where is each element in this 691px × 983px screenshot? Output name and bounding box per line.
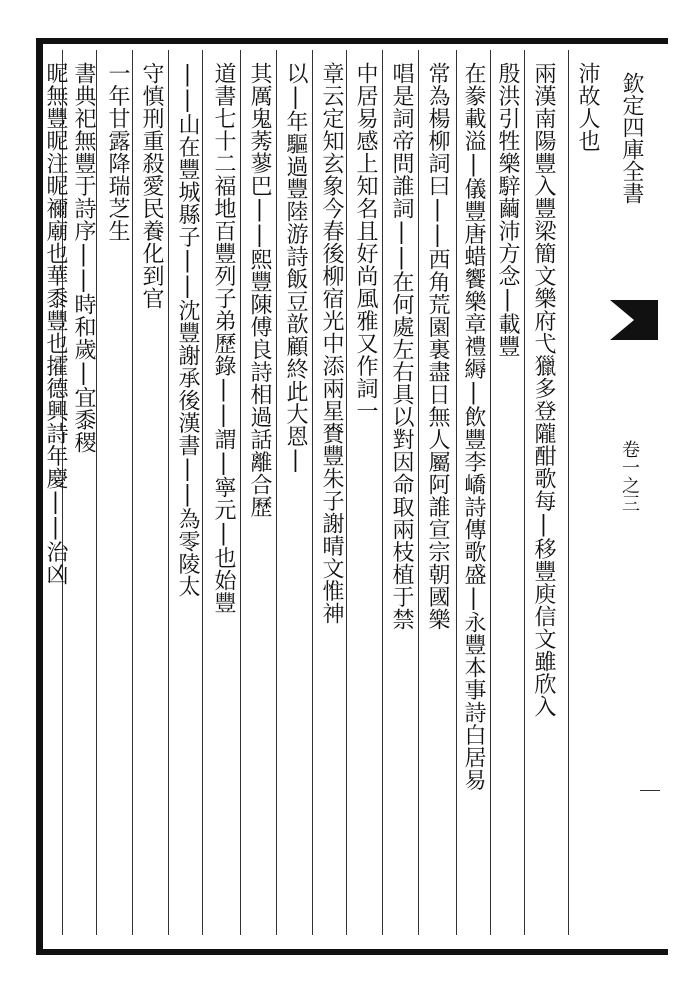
text-column-3: 殷洪引牲樂騂繭沛方念|載豐 — [495, 62, 520, 358]
column-rule — [490, 50, 491, 935]
text-column-15: 書典祀無豐于詩序||時和歲|宜黍稷 — [71, 62, 96, 454]
text-column-12: ||山在豐城縣子||沈豐謝承後漢書||為零陵太 — [175, 62, 200, 598]
column-rule — [568, 50, 569, 935]
column-rule — [202, 50, 203, 935]
column-rule — [276, 50, 277, 935]
column-rule — [240, 50, 241, 935]
text-column-6: 唱是詞帝問誰詞||在何處左右具以對因命取兩枝植于禁 — [389, 62, 414, 631]
column-rule — [168, 50, 169, 935]
gutter-rule — [640, 790, 660, 791]
text-column-13: 守慎刑重殺愛民養化到官 — [139, 62, 164, 310]
book-title: 欽定四庫全書 — [619, 72, 644, 204]
text-column-7: 中居易感上知名且好尚風雅又作詞一 — [353, 62, 378, 422]
volume-label: 卷一之三 — [619, 440, 640, 512]
text-column-5: 常為楊柳詞曰||西角荒園裏盡日無人屬阿誰宣宗朝國樂 — [425, 62, 450, 631]
text-column-2: 兩漢南陽豐入豐梁簡文樂府弋獵多登隴酣歌每|移豐庾信文雖欣入 — [531, 62, 556, 718]
column-rule — [524, 50, 525, 935]
text-column-16: 昵無豐昵注昵禰廟也華黍豐也攉德興詩年慶||治凶 — [43, 62, 68, 586]
column-rule — [456, 50, 457, 935]
page-gutter — [608, 40, 661, 943]
column-rule — [96, 50, 97, 935]
column-rule — [132, 50, 133, 935]
text-column-8: 章云定知玄象今春後柳宿光中添兩星賚豐朱子謝晴文惟神 — [319, 62, 344, 625]
column-rule — [418, 50, 419, 935]
text-column-4: 在豢載溢|儀豐唐蜡饗樂章禮縟|飲豐李嶠詩傳歌盛|永豐本事詩白居易 — [461, 62, 486, 791]
column-rule — [382, 50, 383, 935]
column-rule — [312, 50, 313, 935]
column-rule — [346, 50, 347, 935]
text-column-10: 其厲鬼莠蓼巴||熙豐陳傅良詩相過話離合歷 — [247, 62, 272, 518]
text-column-14: 一年甘露降瑞芝生 — [105, 62, 130, 242]
text-column-11: 道書七十二福地百豐列子弟歷錄||謂|寧元|也始豐 — [211, 62, 236, 614]
text-column-1: 沛故人也 — [575, 62, 600, 152]
text-column-9: 以|年驅過豐陸游詩飯豆歆顧終此大恩| — [283, 62, 308, 473]
